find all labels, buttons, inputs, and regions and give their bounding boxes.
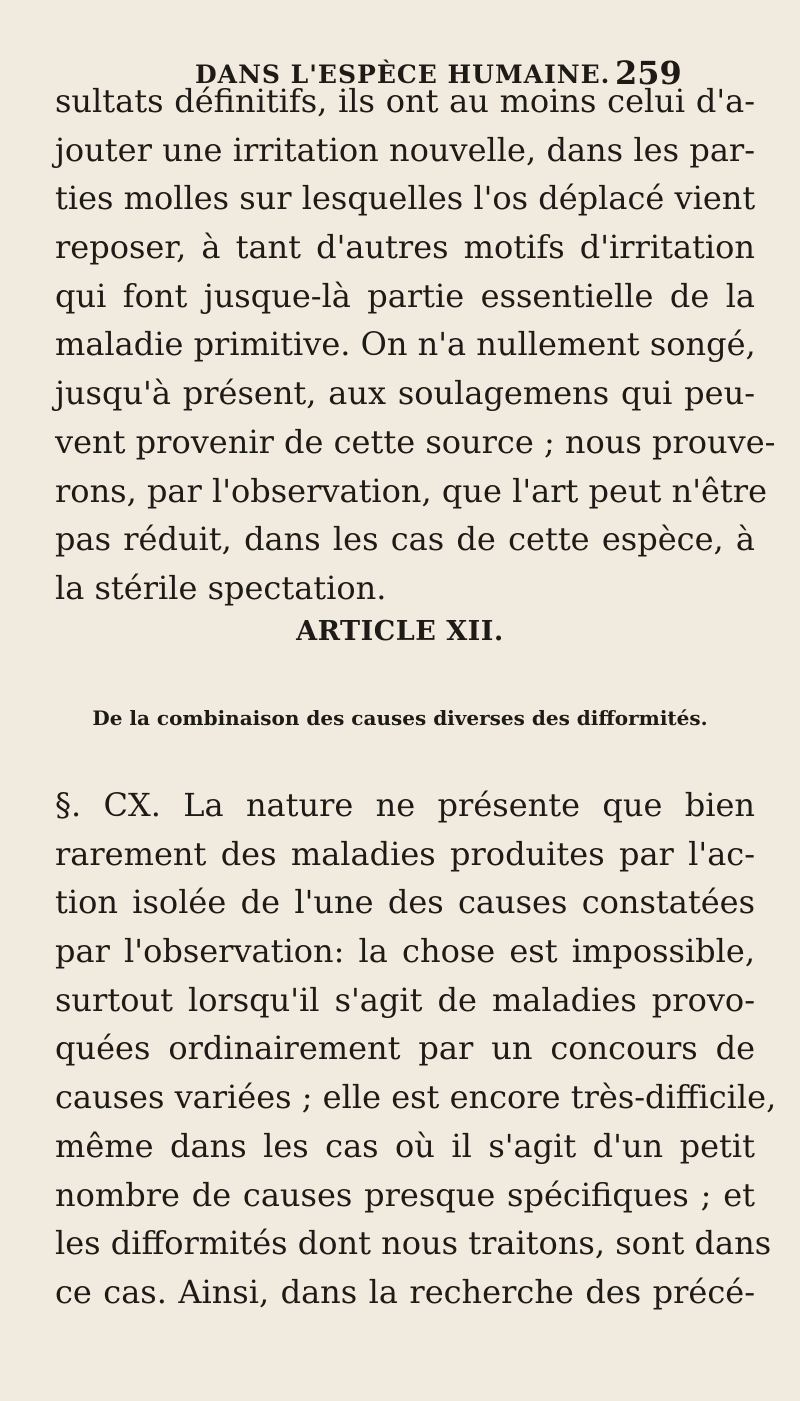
text-line: ce cas. Ainsi, dans la recherche des précé-	[55, 1272, 755, 1311]
text-line: causes variées ; elle est encore très-difficile,	[55, 1078, 777, 1117]
text-line: rons, par l'observation, que l'art peut n'être	[55, 471, 768, 510]
text-line: quées ordinairement par un concours de	[55, 1029, 755, 1068]
text-line: jusqu'à présent, aux soulagemens qui peu-	[55, 374, 755, 413]
paragraph-2	[55, 781, 777, 1317]
text-line: ties molles sur lesquelles l'os déplacé vient	[55, 179, 756, 218]
article-heading: ARTICLE XII.	[296, 616, 504, 647]
text-line: surtout lorsqu'il s'agit de maladies provo-	[55, 980, 755, 1019]
text-line: tion isolée de l'une des causes constatées	[55, 883, 755, 922]
text-line: même dans les cas où il s'agit d'un petit	[55, 1126, 755, 1165]
text-line: reposer, à tant d'autres motifs d'irritation	[55, 228, 755, 267]
text-line: pas réduit, dans les cas de cette espèce, à	[55, 520, 755, 559]
text-line: nombre de causes presque spécifiques ; et	[55, 1175, 755, 1214]
paragraph-1	[55, 77, 776, 613]
text-line: §. CX. La nature ne présente que bien	[55, 786, 755, 824]
text-line: vent provenir de cette source ; nous prouve-	[55, 422, 776, 461]
running-title: DANS L'ESPÈCE HUMAINE.	[195, 60, 611, 89]
text-line: sultats définitifs, ils ont au moins celui d'a-	[55, 82, 755, 120]
text-line: jouter une irritation nouvelle, dans les par-	[55, 130, 755, 169]
text-line: qui font jusque-là partie essentielle de la	[55, 276, 755, 315]
text-line: la stérile spectation.	[55, 568, 387, 607]
page-number: 259	[615, 54, 682, 92]
article-subheading: De la combinaison des causes diverses des difformités.	[92, 706, 708, 730]
text-line: maladie primitive. On n'a nullement songé,	[55, 325, 756, 364]
text-line: rarement des maladies produites par l'ac-	[55, 834, 755, 873]
text-line: par l'observation: la chose est impossible,	[55, 932, 755, 971]
text-line: les difformités dont nous traitons, sont dans	[55, 1224, 772, 1263]
